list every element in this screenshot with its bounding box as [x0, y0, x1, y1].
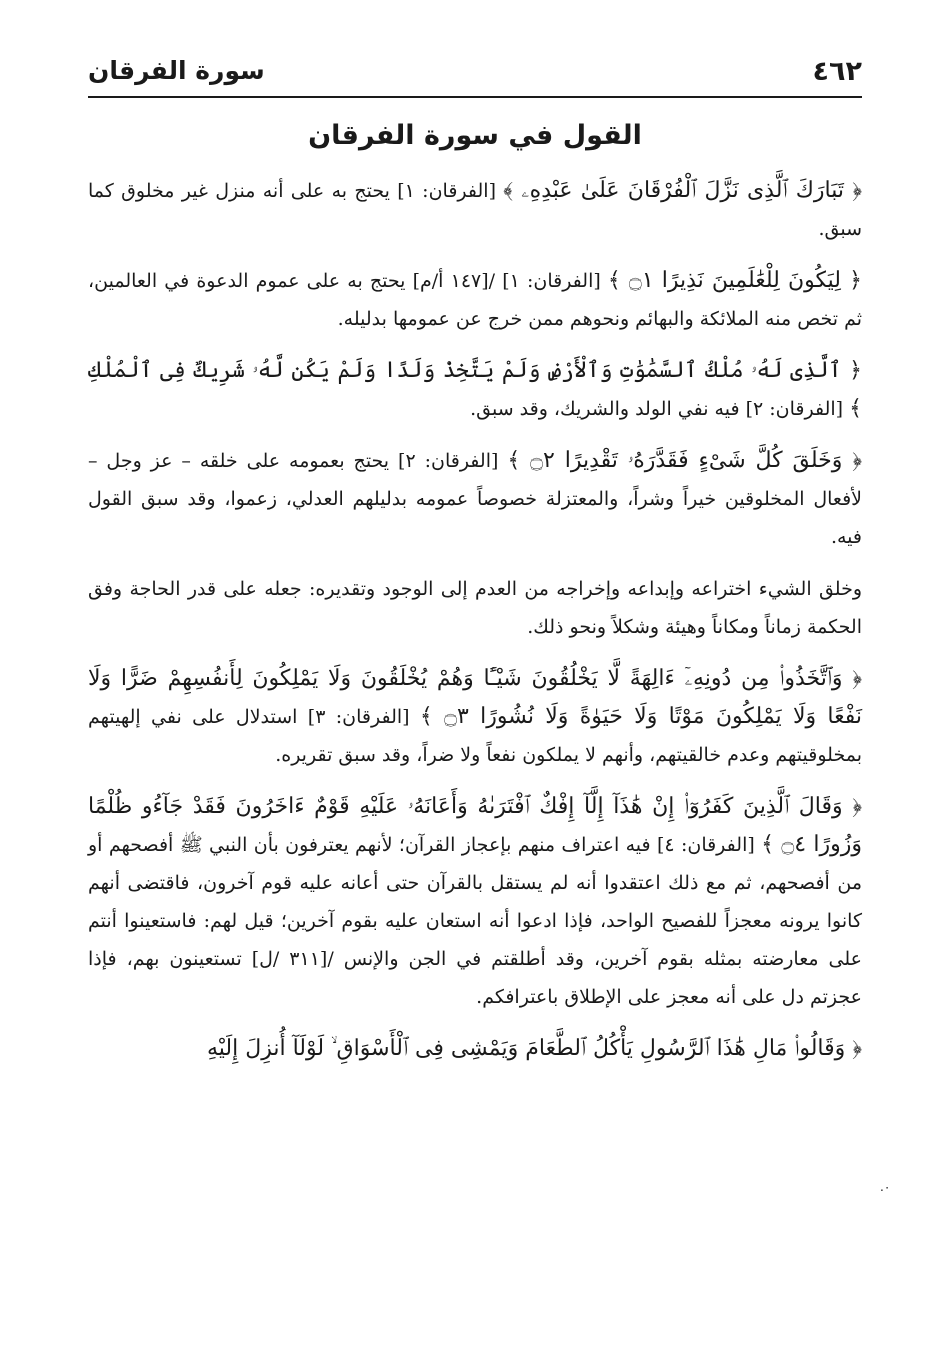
- margin-mark: ٠.: [880, 1180, 891, 1194]
- commentary: [الفرقان: ١] /[١٤٧ أ/م] يحتج به على عموم الدعوة في العالمين، ثم تخص منه الملائكة والبهائم ونحوهم ممن خرج عن عمومها بدليله.: [88, 270, 862, 330]
- commentary: [الفرقان: ٢] فيه نفي الولد والشريك، وقد سبق.: [470, 398, 850, 420]
- commentary: [الفرقان: ٤] فيه اعتراف منهم بإعجاز القرآن؛ لأنهم يعترفون بأن النبي ﷺ أفصحهم أو من أفصحهم، ثم مع ذلك اعتقدوا أنه لم يستقل بالقرآن حتى أعانه عليه قوم آخرون، فاقتضى أنهم كانوا يرونه معجزاً للفصيح الواحد، فإذا ادعوا أنه استعان عليه بقوم آخرين؛ قيل لهم: فاستعينوا أنتم على معارضته بمثله بقوم آخرين، وقد أطلقتم في الجن والإنس /[٣١١ /ل] تستعينون بهم، فإذا عجزتم دل على أنه معجز على الإطلاق باعترافكم.: [88, 834, 862, 1008]
- paragraph: [88, 660, 862, 774]
- quran-verse: ﴿ وَخَلَقَ كُلَّ شَىْءٍ فَقَدَّرَهُۥ تَقْدِيرًا ۝٢ ﴾: [507, 448, 863, 473]
- running-title: سورة الفرقان: [88, 56, 265, 85]
- commentary: وخلق الشيء اختراعه وإبداعه وإخراجه من العدم إلى الوجود وتقديره: جعله على قدر الحاجة وفق الحكمة زماناً ومكاناً وهيئة وشكلاً ونحو ذلك.: [88, 578, 862, 638]
- commentary: [الفرقان: ٣] استدلال على نفي إلهيتهم بمخلوقيتهم وعدم خالقيتهم، وأنهم لا يملكون نفعاً ولا ضراً، وقد سبق تقريره.: [88, 706, 862, 766]
- page-number: ٤٦٢: [812, 56, 862, 87]
- paragraph: [88, 788, 862, 1016]
- quran-verse: ﴿ وَٱتَّخَذُوا۟ مِن دُونِهِۦٓ ءَالِهَةً لَّا يَخْلُقُونَ شَيْـًٔا وَهُمْ يُخْلَقُونَ وَلَا يَمْلِكُونَ لِأَنفُسِهِمْ ضَرًّا وَلَا نَفْعًا وَلَا يَمْلِكُونَ مَوْتًا وَلَا حَيَوٰةً وَلَا نُشُورًا ۝٣ ﴾: [88, 666, 862, 729]
- paragraph: [88, 262, 862, 338]
- book-page: [88, 0, 862, 1360]
- quran-verse: ﴿ وَقَالَ ٱلَّذِينَ كَفَرُوٓا۟ إِنْ هَٰذَآ إِلَّآ إِفْكٌ ٱفْتَرَىٰهُ وَأَعَانَهُۥ عَلَيْهِ قَوْمٌ ءَاخَرُونَ فَقَدْ جَآءُو ظُلْمًا وَزُورًا ۝٤ ﴾: [88, 794, 863, 857]
- commentary: [الفرقان: ٢] يحتج بعمومه على خلقه – عز وجل – لأفعال المخلوقين خيراً وشراً، والمعتزلة خصوصاً عمومه بدليلهم العدلي، زعموا، وقد سبق القول فيه.: [88, 450, 862, 548]
- body-text: [88, 172, 862, 1082]
- paragraph: [88, 352, 862, 428]
- paragraph: [88, 570, 862, 646]
- quran-verse: ﴿ تَبَارَكَ ٱلَّذِى نَزَّلَ ٱلْفُرْقَانَ عَلَىٰ عَبْدِهِۦ ﴾: [503, 178, 862, 203]
- quran-verse: ﴿ لِيَكُونَ لِلْعَٰلَمِينَ نَذِيرًا ۝١ ﴾: [607, 268, 862, 293]
- paragraph: [88, 172, 862, 248]
- quran-verse: ﴿ ٱلَّذِى لَهُۥ مُلْكُ ٱلسَّمَٰوَٰتِ وَٱلْأَرْضِ وَلَمْ يَتَّخِذْ وَلَدًا وَلَمْ يَكُن لَّهُۥ شَرِيكٌ فِى ٱلْمُلْكِ ﴾: [88, 358, 862, 421]
- paragraph: [88, 442, 862, 556]
- commentary: [الفرقان: ١] يحتج به على أنه منزل غير مخلوق كما سبق.: [88, 180, 862, 240]
- quran-verse: ﴿ وَقَالُوا۟ مَالِ هَٰذَا ٱلرَّسُولِ يَأْكُلُ ٱلطَّعَامَ وَيَمْشِى فِى ٱلْأَسْوَاقِ ۙ لَوْلَآ أُنزِلَ إِلَيْهِ: [207, 1036, 862, 1061]
- paragraph: [88, 1030, 862, 1068]
- page-header: [88, 50, 862, 98]
- section-title: القول في سورة الفرقان: [308, 120, 642, 151]
